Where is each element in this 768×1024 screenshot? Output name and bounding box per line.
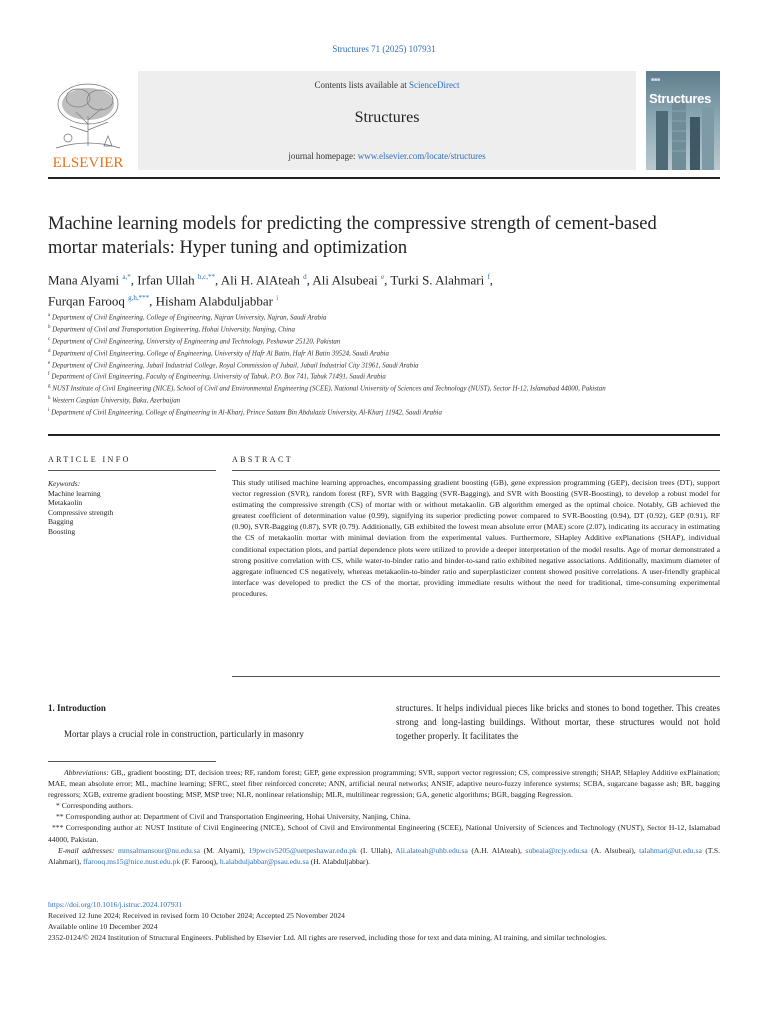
article-info-rule [48,470,216,471]
author-line-2: Furqan Farooq $^{g,h,***}$, Hisham Alabduljabbar $^i$ [48,293,279,309]
email-link[interactable]: 19pwciv5205@uetpeshawar.edu.pk [248,845,357,855]
author[interactable]: Ali Alsubeai [312,272,378,288]
doi-link[interactable]: https://doi.org/10.1016/j.istruc.2024.107931 [48,900,183,909]
intro-left-column: Mortar plays a crucial role in construction, particularly in masonry [64,729,304,739]
journal-cover-image [646,71,720,170]
keyword: Bagging [48,517,74,527]
author[interactable]: Mana Alyami [48,272,120,288]
corresponding-footnote-2: ** Corresponding author at: Department of Civil and Transportation Engineering, Hohai University, Nanjing, China. [56,812,411,822]
abstract-text: This study utilised machine learning approaches, encompassing gradient boosting (GB), gene expression programming (GEP), decision trees (DT), support vector regression (SVR), random forest (RF), SVR with Bagging (SVR-Bagging), and SVR with Boosting (SVR-Boosting), to develop a robust model for estimating the compressive strength (CS) of mortar with or without metakaolin. GB algorithm emerged as the optimal choice. Notably, GB achieved the greatest coefficient of determination value (0.99), signifying its superior predicting power compared to SVR-Boosting (0.94), DT (0.92), GEP (0.91), RF (0.90), SVR-Bagging (0.87), SVR (0.79). Additionally, GB exhibited the lowest mean absolute error (MAE) score (2.07), indicating its accuracy in estimating the CS of metakaolin mortar with minimal deviation from the experimental values. Furthermore, SHapley Additive exPlanations (SHAP), individual conditional expectation plots, and partial dependence plots were utilized to provide a deeper interpretation of the model results. Age of mortar demonstrated a strong positive correlation with CS, while water-to-binder ratio and binder-to-sand ratio exhibited negative associations. Additionally, maximum diameter of aggregate influenced CS negatively, whereas metakaolin-to-binder ratio and superplasticizer content showed positive correlations. A user-friendly graphical interface was developed to predict the CS of the mortar, providing immediate results without the need for traditional, time-consuming experimental procedures. [232,478,720,598]
author-line-1: Mana Alyami $^{a,*}$, Irfan Ullah $^{b,c,**}$, Ali H. AlAteah $^d$, Ali Alsubeai $^e$, Turki S. Alahmari $^f$, [48,272,494,288]
corresponding-footnote-3: *** Corresponding author at: NUST Institute of Civil Engineering (NICE), School of Civil and Environmental Engineering (SCEE), National University of Sciences and Technology (NUST), Sector H-12, Islamabad 44000, Pakistan. [48,823,720,844]
email-link[interactable]: h.alabduljabbar@psau.edu.sa [219,856,309,866]
elsevier-logo [48,76,128,170]
abstract-rule [232,470,720,471]
author[interactable]: Furqan Farooq [48,293,125,309]
author[interactable]: Hisham Alabduljabbar [155,293,274,309]
affiliation-item: $^c$ Department of Civil Engineering, University of Engineering and Technology, Peshawar 25120, Pakistan [48,336,341,346]
author[interactable]: Ali H. AlAteah [220,272,300,288]
author[interactable]: Irfan Ullah [137,272,195,288]
abbreviations-footnote: Abbreviations: GB,, gradient boosting; DT, decision trees; RF, random forest; GEP, gene expression programming; SVR, support vector regression; CS, compressive strength; SHAP, SHapley Additive exPlaination; MAE, mean absolute error; ML, machine learning; SFRC, steel fiber reinforced concrete; ANN, artificial neural networks; ANSIF, adaptive neuro-fuzzy inference systems; SCBA, sugarcane bagasse ash; BR, bagging regressors; XGB, extreme gradient boosting; MSP, MSP tree; NLR, nonlinear relationship; MLR, multilinear regression; GA, genetic algorithms; BGR, bagging Regression. [48,768,720,800]
email-link[interactable]: subeaia@rcjy.edu.sa [525,845,588,855]
author-affiliation-marker[interactable]: e [381,273,385,281]
keyword: Machine learning [48,488,101,498]
footnotes [48,767,720,867]
abstract-bottom-rule [232,676,720,677]
affiliation-item: $^h$ Western Caspian University, Baku, Azerbaijan [48,396,181,405]
sciencedirect-link[interactable]: ScienceDirect [409,80,460,90]
keyword: Metakaolin [48,498,83,508]
affiliation-item: $^b$ Department of Civil and Transportation Engineering, Hohai University, Nanjing, China [48,324,295,334]
author-affiliation-marker[interactable]: i [276,294,279,303]
journal-title: Structures [354,109,420,126]
received-dates: Received 12 June 2024; Received in revised form 10 October 2024; Accepted 25 November 2024 [48,911,345,920]
affiliation-item: $^g$ NUST Institute of Civil Engineering (NICE), School of Civil and Environmental Engineering (SCEE), National University of Sciences and Technology (NUST), Sector H-12, Islamabad 44000, Pakistan [48,384,606,393]
affiliation-item: $^i$ Department of Civil Engineering, College of Engineering in Al-Kharj, Prince Sattam Bin Abdulaziz University, Al-Kharj 11942, Saudi Arabia [48,408,442,417]
keywords-label: Keywords: [48,479,81,488]
corresponding-footnote-1: * Corresponding authors. [56,801,133,811]
header-center-panel [138,71,636,170]
publication-info [48,899,720,943]
cover-building-graphic [646,71,720,170]
email-link[interactable]: ffarooq.ms15@nice.nust.edu.pk [83,856,181,866]
header-rule [48,177,720,179]
email-link[interactable]: Ali.alateah@uhb.edu.sa [395,845,468,855]
author-affiliation-marker[interactable]: b,c,** [197,273,215,281]
author-affiliation-marker[interactable]: f [487,273,490,281]
article-title: Machine learning models for predicting the compressive strength of cement-based mortar materials: Hyper tuning and optimization [48,214,657,258]
keyword: Compressive strength [48,507,114,517]
affiliation-item: $^d$ Department of Civil Engineering, College of Engineering, University of Hafr Al Batin, Hafr Al Batin 39524, Saudi Arabia [48,348,389,357]
article-info-heading: ARTICLE INFO [48,455,131,464]
author[interactable]: Turki S. Alahmari [390,272,485,288]
journal-header [48,71,720,170]
contents-line: Contents lists available at ScienceDirect [314,80,460,90]
homepage-line: journal homepage: www.elsevier.com/locate/structures [288,151,486,161]
keywords-block [48,479,113,537]
homepage-link[interactable]: www.elsevier.com/locate/structures [357,151,486,161]
footnote-rule [48,761,216,762]
intro-right-column: structures. It helps individual pieces like bricks and stones to bond together. This creates strong and long-lasting buildings. Without mortar, these structures would not hold together properly. It facilitates the [396,703,720,741]
affiliation-item: $^e$ Department of Civil Engineering, Jubail Industrial College, Royal Commission of Jubail, Jubail Industrial City 31961, Saudi Arabia [48,360,419,369]
available-online-date: Available online 10 December 2024 [48,922,158,931]
affiliation-rule [48,434,720,436]
affiliation-item: $^a$ Department of Civil Engineering, College of Engineering, Najran University, Najran, Saudi Arabia [48,313,327,322]
author-affiliation-marker[interactable]: g,h,*** [128,294,150,303]
section-heading-introduction: 1. Introduction [48,703,106,713]
keyword: Boosting [48,526,76,536]
email-link[interactable]: mmsalmansour@nu.edu.sa [117,845,201,855]
cover-small-text: ■■■ [651,77,661,83]
cover-title: Structures [649,91,712,106]
author-list [48,268,720,311]
author-affiliation-marker[interactable]: d [303,273,307,281]
author-affiliation-marker[interactable]: a,* [122,273,131,281]
email-addresses: E-mail addresses: mmsalmansour@nu.edu.sa (M. Alyami), 19pwciv5205@uetpeshawar.edu.pk (I. Ullah), Ali.alateah@uhb.edu.sa (A.H. AlAteah), subeaia@rcjy.edu.sa (A. Alsubeai), talahmari@ut.edu.sa (T.S. Alahmari), ffarooq.ms15@nice.nust.edu.pk (F. Farooq), h.alabduljabbar@psau.edu.sa (H. Alabduljabbar). [48,845,721,866]
elsevier-wordmark: ELSEVIER [52,155,124,170]
journal-reference-link[interactable]: Structures 71 (2025) 107931 [332,44,436,54]
abstract-heading: ABSTRACT [232,455,293,464]
affiliation-item: $^f$ Department of Civil Engineering, Faculty of Engineering, University of Tabuk, P.O. Box 741, Tabuk 71491, Saudi Arabia [48,372,386,381]
affiliation-list [48,311,628,418]
copyright-notice: 2352-0124/© 2024 Institution of Structural Engineers. Published by Elsevier Ltd. All rights are reserved, including those for text and data mining, AI training, and similar technologies. [48,933,607,942]
email-link[interactable]: talahmari@ut.edu.sa [639,845,702,855]
